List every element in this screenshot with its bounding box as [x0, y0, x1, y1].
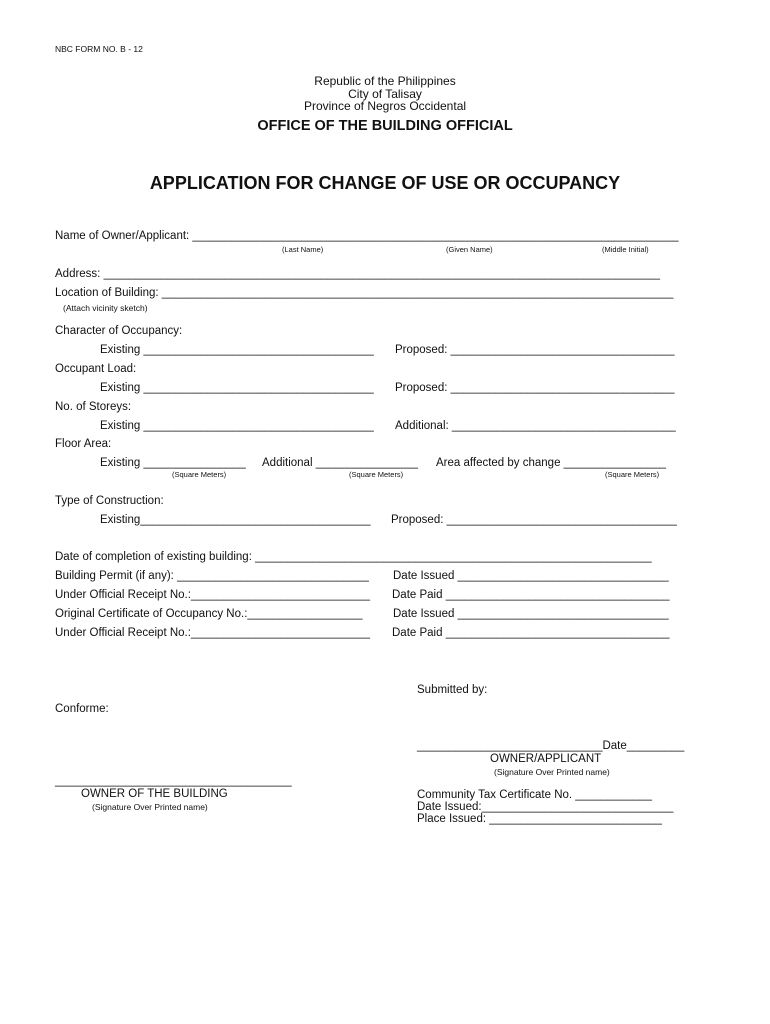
receipt-date-paid-field[interactable]: Date Paid ___________________________________ — [392, 589, 670, 601]
square-meters-caption: (Square Meters) — [172, 470, 227, 479]
storeys-existing-field[interactable]: Existing ____________________________________ — [100, 420, 374, 432]
area-affected-field[interactable]: Area affected by change ________________ — [436, 457, 666, 469]
completion-date-field[interactable]: Date of completion of existing building: ______________________________________________________________ — [55, 551, 652, 563]
owner-name-field[interactable]: Name of Owner/Applicant: ____________________________________________________________________________ — [55, 230, 679, 242]
last-name-caption: (Last Name) — [282, 245, 324, 254]
signature-note: (Signature Over Printed name) — [494, 767, 610, 777]
owner-of-building-title: OWNER OF THE BUILDING — [81, 788, 228, 800]
storeys-label: No. of Storeys: — [55, 401, 132, 413]
form-number: NBC FORM NO. B - 12 — [55, 44, 143, 54]
owner-applicant-title: OWNER/APPLICANT — [490, 753, 602, 765]
load-proposed-field[interactable]: Proposed: ___________________________________ — [395, 382, 675, 394]
given-name-caption: (Given Name) — [446, 245, 493, 254]
occupant-load-label: Occupant Load: — [55, 363, 137, 375]
ctc-number-field[interactable]: Community Tax Certificate No. ____________ — [417, 789, 653, 801]
attach-sketch-note: (Attach vicinity sketch) — [63, 303, 148, 313]
location-field[interactable]: Location of Building: ________________________________________________________________________________ — [55, 287, 674, 299]
page-title: APPLICATION FOR CHANGE OF USE OR OCCUPANCY — [149, 173, 621, 193]
building-owner-signature-line[interactable]: _____________________________________ — [55, 775, 292, 787]
floor-existing-field[interactable]: Existing ________________ — [100, 457, 246, 469]
permit-date-issued-field[interactable]: Date Issued _________________________________ — [393, 570, 669, 582]
construction-proposed-field[interactable]: Proposed: ____________________________________ — [391, 514, 677, 526]
construction-existing-field[interactable]: Existing____________________________________ — [100, 514, 371, 526]
receipt-date-paid-field[interactable]: Date Paid ___________________________________ — [392, 627, 670, 639]
ctc-date-issued-field[interactable]: Date Issued:______________________________ — [417, 801, 674, 813]
load-existing-field[interactable]: Existing ____________________________________ — [100, 382, 374, 394]
floor-area-label: Floor Area: — [55, 438, 112, 450]
receipt-number-field[interactable]: Under Official Receipt No.:____________________________ — [55, 589, 371, 601]
submitted-by-label: Submitted by: — [417, 684, 488, 696]
signature-note: (Signature Over Printed name) — [92, 802, 208, 812]
certificate-date-issued-field[interactable]: Date Issued _________________________________ — [393, 608, 669, 620]
conforme-label: Conforme: — [55, 703, 109, 715]
certificate-number-field[interactable]: Original Certificate of Occupancy No.:__________________ — [55, 608, 363, 620]
occupancy-existing-field[interactable]: Existing ____________________________________ — [100, 344, 374, 356]
occupancy-label: Character of Occupancy: — [55, 325, 183, 337]
square-meters-caption: (Square Meters) — [605, 470, 660, 479]
storeys-additional-field[interactable]: Additional: ___________________________________ — [395, 420, 676, 432]
address-field[interactable]: Address: _______________________________________________________________________________________ — [55, 268, 661, 280]
occupancy-proposed-field[interactable]: Proposed: ___________________________________ — [395, 344, 675, 356]
floor-additional-field[interactable]: Additional ________________ — [262, 457, 419, 469]
office-title: OFFICE OF THE BUILDING OFFICIAL — [257, 118, 513, 134]
receipt-number-field[interactable]: Under Official Receipt No.:____________________________ — [55, 627, 371, 639]
construction-label: Type of Construction: — [55, 495, 164, 507]
square-meters-caption: (Square Meters) — [349, 470, 404, 479]
header-republic: Republic of the Philippines — [314, 74, 456, 88]
ctc-place-issued-field[interactable]: Place Issued: ___________________________ — [417, 813, 662, 825]
header-province: Province of Negros Occidental — [303, 99, 467, 113]
building-permit-field[interactable]: Building Permit (if any): ______________________________ — [55, 570, 369, 582]
applicant-signature-line[interactable]: _____________________________Date_________ — [417, 740, 685, 752]
middle-initial-caption: (Middle Initial) — [602, 245, 649, 254]
header-city: City of Talisay — [348, 87, 422, 101]
